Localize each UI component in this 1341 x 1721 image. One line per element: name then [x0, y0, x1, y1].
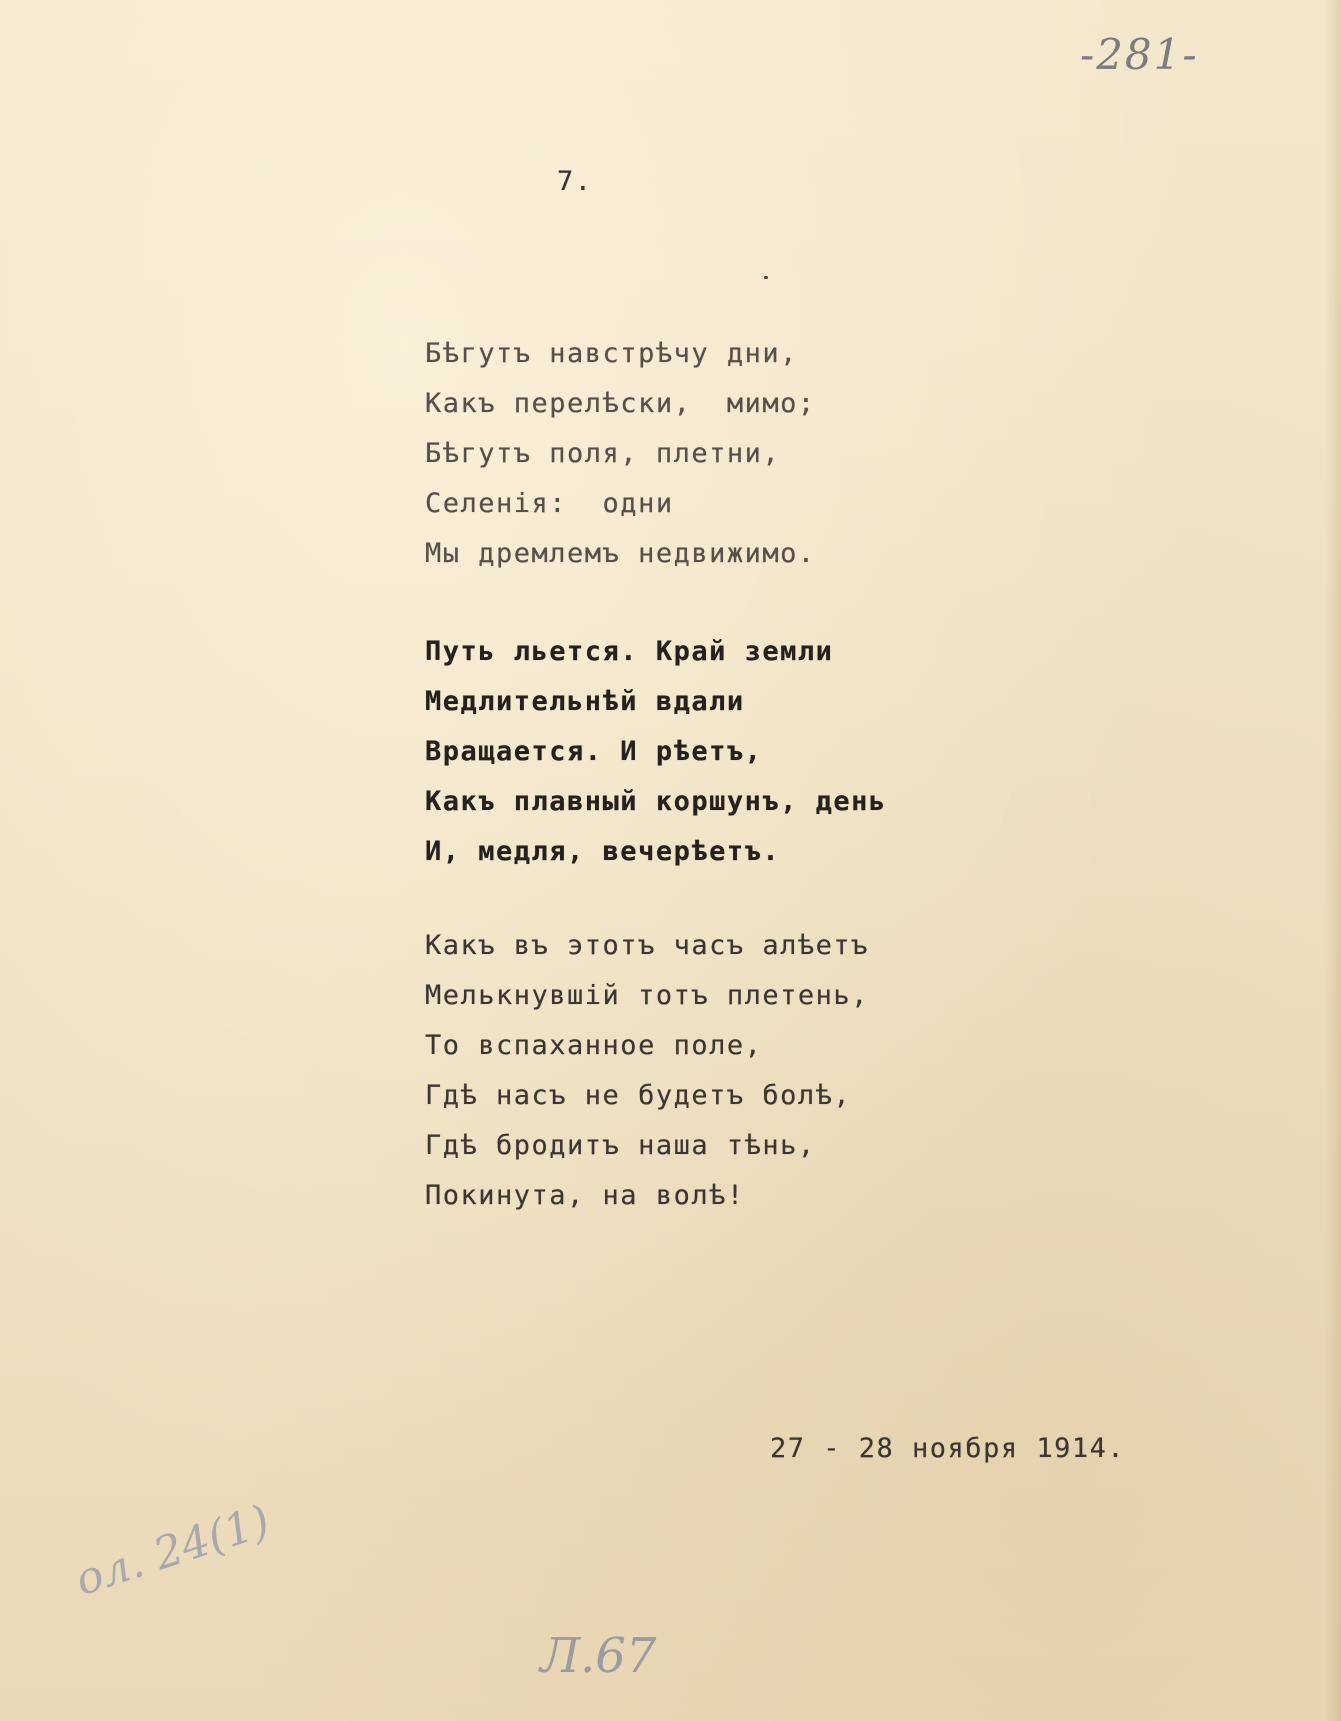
paper-edge-shading: [1325, 0, 1341, 1721]
poem-number: 7.: [557, 166, 593, 197]
ink-speck: [764, 276, 768, 279]
archive-page-number: -281-: [1080, 30, 1199, 79]
handwritten-sheet-number: Л.67: [540, 1628, 657, 1684]
handwritten-fund-note: ол. 24(1): [69, 1495, 276, 1606]
document-page: -281- 7. Бѣгутъ навстрѣчу дни, Какъ перелѣски, мимо; Бѣгутъ поля, плетни, Селенія: одни Мы дремлемъ недвижимо. Путь льется. Край земли Медлительнѣй вдали Вращается. И рѣетъ, Какъ плавный коршунъ, день И, медля, вечерѣетъ. Какъ въ этотъ часъ алѣетъ Мелькнувшій тотъ плетень, То вспаханное поле, Гдѣ насъ не будетъ болѣ, Гдѣ бродитъ наша тѣнь, Покинута, на волѣ! 27 - 28 ноября 1914. ол. 24(1) Л.67: [0, 0, 1341, 1721]
poem-date: 27 - 28 ноября 1914.: [770, 1433, 1126, 1464]
